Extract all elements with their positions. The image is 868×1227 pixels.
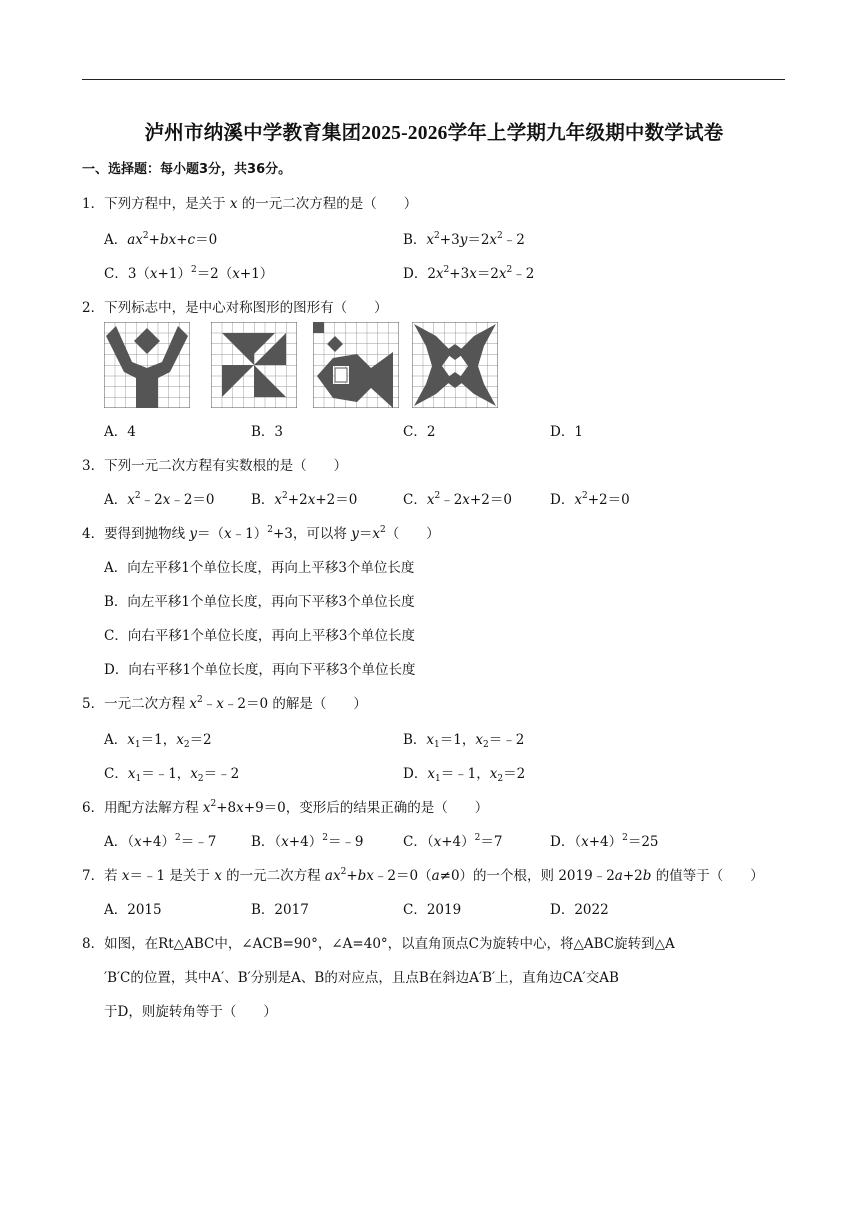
question-8 <box>82 932 675 952</box>
q1-option-d[interactable]: D．$2x^2+3x=2x^2﹣2$ <box>403 265 535 282</box>
q1-option-a[interactable]: A．$ax^2+bx+c=0$ <box>104 231 218 248</box>
question-number: 1． <box>82 196 105 212</box>
q4-option-a[interactable]: A．向左平移1个单位长度，再向上平移3个单位长度 <box>104 560 415 576</box>
question-number: 8． <box>82 936 105 952</box>
q2-option-a[interactable]: A．4 <box>104 424 136 440</box>
q7-option-b[interactable]: B．2017 <box>251 902 309 918</box>
question-stem-line: ′B′C的位置，其中A′、B′分别是A、B的对应点，且点B在斜边A′B′上，直角边CA′交AB <box>104 970 619 986</box>
q5-option-c[interactable]: C．$x_1=﹣1$，$x_2=﹣2$ <box>104 766 240 784</box>
q7-option-a[interactable]: A．2015 <box>104 902 162 918</box>
q3-option-d[interactable]: D．$x^2+2=0$ <box>550 491 630 508</box>
q7-option-c[interactable]: C．2019 <box>403 902 462 918</box>
section-heading: 一、选择题：每小题3分，共36分。 <box>82 162 292 177</box>
q6-option-a[interactable]: A．$(x+4)^2=﹣7$ <box>104 833 217 850</box>
q4-option-b[interactable]: B．向左平移1个单位长度，再向下平移3个单位长度 <box>104 594 415 610</box>
q5-option-a[interactable]: A．$x_1=1$，$x_2=2$ <box>104 732 212 750</box>
question-number: 3． <box>82 458 105 474</box>
q5-option-d[interactable]: D．$x_1=﹣1$，$x_2=2$ <box>403 766 526 784</box>
question-number: 6． <box>82 800 105 816</box>
q1-option-b[interactable]: B．$x^2+3y=2x^2﹣2$ <box>403 231 525 248</box>
q5-option-b[interactable]: B．$x_1=1$，$x_2=﹣2$ <box>403 732 525 750</box>
q4-option-d[interactable]: D．向右平移1个单位长度，再向下平移3个单位长度 <box>104 662 416 678</box>
q6-option-b[interactable]: B．$(x+4)^2=﹣9$ <box>251 833 364 850</box>
logo-figure-c <box>313 322 399 408</box>
logo-figure-b <box>211 322 297 408</box>
logo-figure-d <box>412 322 498 408</box>
q2-option-d[interactable]: D．1 <box>550 424 583 440</box>
q2-option-b[interactable]: B．3 <box>251 424 284 440</box>
question-stem-line: 如图，在Rt△ABC中，∠ACB=90°，∠A=40°，以直角顶点C为旋转中心，将△ABC旋转到△A <box>104 936 675 952</box>
q3-option-c[interactable]: C．$x^2﹣2x+2=0$ <box>403 491 512 508</box>
q4-option-c[interactable]: C．向右平移1个单位长度，再向上平移3个单位长度 <box>104 628 416 644</box>
logo-figure-a <box>104 322 190 408</box>
question-number: 2． <box>82 300 105 316</box>
q6-option-d[interactable]: D．$(x+4)^2=25$ <box>550 833 659 850</box>
question-number: 7． <box>82 868 105 884</box>
question-stem: 下列标志中，是中心对称图形的图形有（ ） <box>104 300 388 316</box>
question-7: 7．若 x＝﹣1 是关于 x 的一元二次方程 $ax^2+bx﹣2=0(a\ne 0)$的一个根，则 2019﹣2a+2b 的值等于（ ） <box>82 867 764 884</box>
question-5: 5．一元二次方程 $x^2﹣x﹣2=0$ 的解是（ ） <box>82 695 367 712</box>
question-6: 6．用配方法解方程 $x^2+8x+9=0$，变形后的结果正确的是（ ） <box>82 799 489 816</box>
q3-option-b[interactable]: B．$x^2+2x+2=0$ <box>251 491 358 508</box>
q2-option-c[interactable]: C．2 <box>403 424 436 440</box>
q7-option-d[interactable]: D．2022 <box>550 902 609 918</box>
question-stem-line: 于D，则旋转角等于（ ） <box>104 1004 277 1020</box>
question-number: 5． <box>82 696 105 712</box>
header-rule <box>82 79 785 80</box>
question-number: 4． <box>82 526 105 542</box>
q3-option-a[interactable]: A．$x^2﹣2x﹣2=0$ <box>104 491 215 508</box>
question-4: 4．要得到抛物线 y＝（x﹣1）$^2$+3，可以将 $y=x^2$（ ） <box>82 525 440 542</box>
q6-option-c[interactable]: C．$(x+4)^2=7$ <box>403 833 503 850</box>
q1-option-c[interactable]: C．$3(x+1)^2=2(x+1)$ <box>104 265 274 282</box>
question-2 <box>82 296 388 316</box>
question-3 <box>82 454 347 474</box>
question-1: 1．下列方程中，是关于 x 的一元二次方程的是（ ） <box>82 196 418 212</box>
page-title: 泸州市纳溪中学教育集团2025-2026学年上学期九年级期中数学试卷 <box>144 123 724 144</box>
question-stem: 下列一元二次方程有实数根的是（ ） <box>104 458 348 474</box>
